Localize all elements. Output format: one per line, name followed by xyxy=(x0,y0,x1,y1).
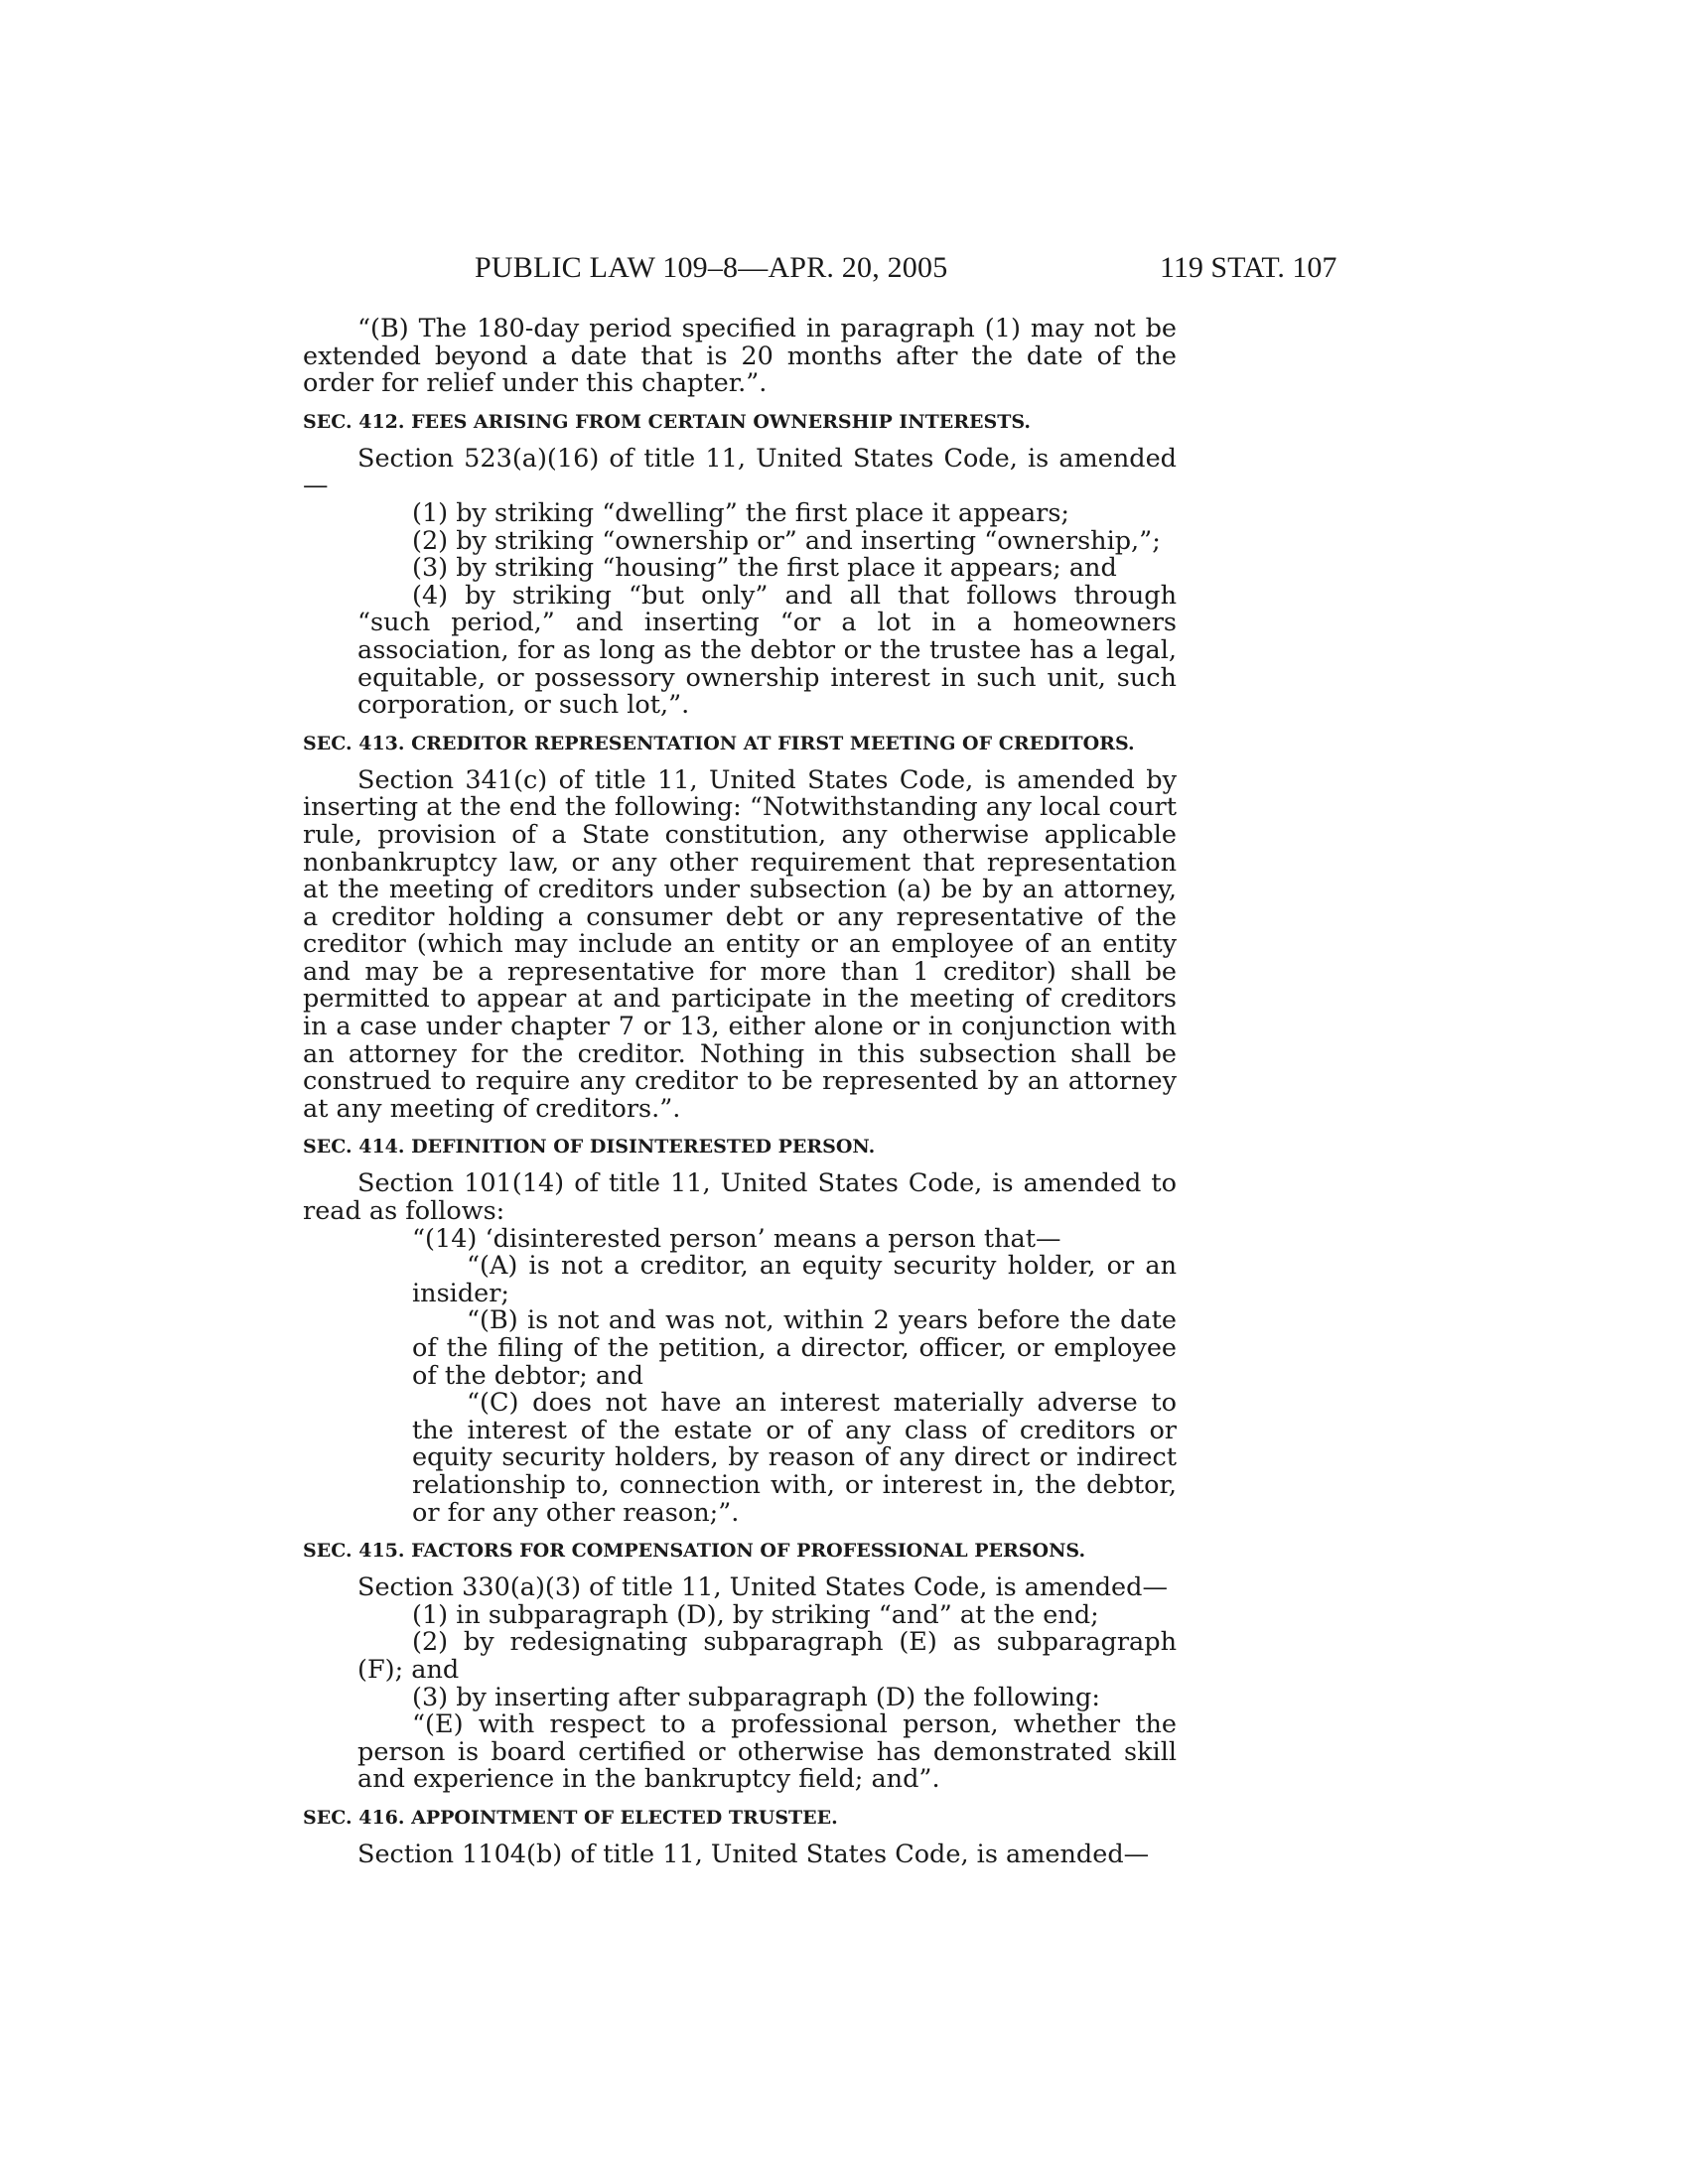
section-412-item-1: (1) by striking “dwelling” the first place it appears; xyxy=(412,497,1070,528)
section-415-item-4: “(E) with respect to a professional person, whether the person is board certified or otherwise has demonstrated skill and experience in the bankruptcy field; and”. xyxy=(357,1709,1177,1795)
intro-paragraph: “(B) The 180-day period specified in paragraph (1) may not be extended beyond a date that is 20 months after the date of the order for relief under this chapter.”. xyxy=(303,314,1177,399)
section-heading-414: SEC. 414. DEFINITION OF DISINTERESTED PERSON. xyxy=(303,1136,876,1159)
section-412-lead: Section 523(a)(16) of title 11, United States Code, is amended— xyxy=(303,443,1177,501)
page-number: 119 STAT. 107 xyxy=(1160,251,1337,284)
section-415-item-3: (3) by inserting after subparagraph (D) the following: xyxy=(412,1682,1100,1712)
section-412-item-3: (3) by striking “housing” the first place it appears; and xyxy=(412,553,1117,584)
section-414-lead: Section 101(14) of title 11, United States Code, is amended to read as follows: xyxy=(303,1168,1177,1227)
section-heading-415: SEC. 415. FACTORS FOR COMPENSATION OF PROFESSIONAL PERSONS. xyxy=(303,1540,1086,1563)
section-heading-413: SEC. 413. CREDITOR REPRESENTATION AT FIRST MEETING OF CREDITORS. xyxy=(303,732,1135,754)
section-412-item-4: (4) by striking “but only” and all that follows through “such period,” and inserting “or a lot in a homeowners association, for as long as the debtor or the trustee has a legal, equitable, or possessory ownership interest in such unit, such corporation, or such lot,”. xyxy=(357,580,1177,721)
section-415-item-2: (2) by redesignating subparagraph (E) as subparagraph (F); and xyxy=(357,1627,1177,1685)
section-412-item-2: (2) by striking “ownership or” and inserting “ownership,”; xyxy=(412,525,1161,556)
section-413-text: Section 341(c) of title 11, United States Code, is amended by inserting at the end the following: “Notwithstanding any local court rule, provision of a State constitution, any otherwise applicable nonbankruptcy law, or any other requirement that representation at the meeting of creditors under subsection (a) be by an attorney, a creditor holding a consumer debt or any representative of the creditor (which may include an entity or an employee of an entity and may be a representative for more than 1 creditor) shall be permitted to appear at and participate in the meeting of creditors in a case under chapter 7 or 13, either alone or in conjunction with an attorney for the creditor. Nothing in this subsection shall be construed to require any creditor to be represented by an attorney at any meeting of creditors.”. xyxy=(303,764,1177,1124)
section-415-item-1: (1) in subparagraph (D), by striking “and” at the end; xyxy=(412,1599,1099,1630)
document-body xyxy=(303,316,1177,1869)
section-heading-416: SEC. 416. APPOINTMENT OF ELECTED TRUSTEE. xyxy=(303,1806,838,1829)
section-414-sub-c: “(C) does not have an interest materially adverse to the interest of the estate or of any class of creditors or equity security holders, by reason of any direct or indirect relationship to, connection with, or interest in, the debtor, or for any other reason;”. xyxy=(412,1388,1177,1528)
section-415-lead: Section 330(a)(3) of title 11, United States Code, is amended— xyxy=(357,1572,1168,1603)
section-414-sub-b: “(B) is not and was not, within 2 years before the date of the filing of the petition, a director, officer, or employee of the debtor; and xyxy=(412,1305,1177,1391)
running-header-title: PUBLIC LAW 109–8—APR. 20, 2005 xyxy=(475,251,948,284)
section-416-lead: Section 1104(b) of title 11, United States Code, is amended— xyxy=(357,1839,1150,1869)
section-414-definition: “(14) ‘disinterested person’ means a person that— xyxy=(412,1223,1061,1254)
section-heading-412: SEC. 412. FEES ARISING FROM CERTAIN OWNERSHIP INTERESTS. xyxy=(303,410,1032,433)
section-414-sub-a: “(A) is not a creditor, an equity security holder, or an insider; xyxy=(412,1251,1177,1308)
